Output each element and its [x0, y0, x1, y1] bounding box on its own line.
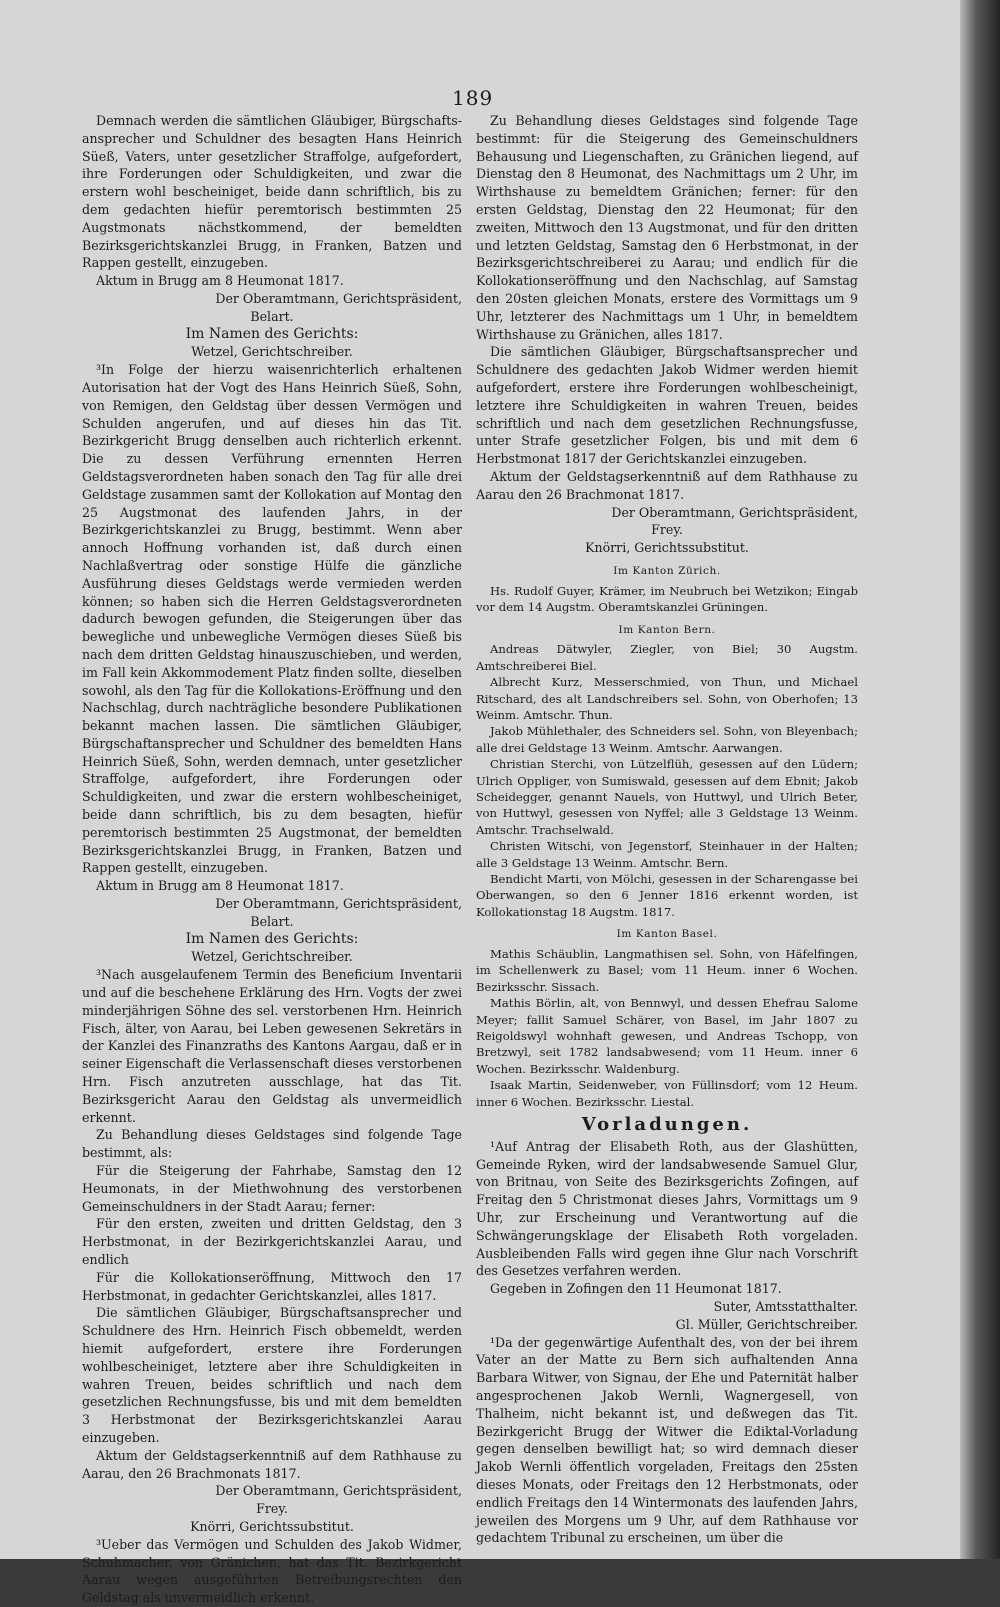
page-number: 189 — [452, 86, 494, 110]
signature-line: Der Oberamtmann, Gerichtspräsident, — [611, 504, 858, 520]
signature-line: Knörri, Gerichtssubstitut. — [585, 540, 749, 556]
notice-paragraph: Für den ersten, zweiten und dritten Geldstag, den 3 Herbstmonat, in der Bezirkgerichtskanzlei Aarau, und endlich — [82, 1216, 462, 1267]
notice-paragraph: Aktum in Brugg am 8 Heumonat 1817. — [96, 878, 344, 894]
notice-paragraph: ¹Da der gegenwärtige Aufenthalt des, von der bei ihrem Vater an der Matte zu Bern sich aufhaltenden Anna Barbara Witwer, von Signau, der Ehe und Paternität halber angesprochenen Jakob Wernli, Wagnergesell, von Thalheim, nicht bekannt ist, und deßwegen das Tit. Bezirkgericht Brugg der Witwer die Ediktal-Vorladung gegen denselben bewilligt hat; so wird demnach dieser Jakob Wernli öffentlich vorgeladen, Freitags den 25sten dieses Monats, oder Freitags den 12 Herbstmonats, oder endlich Freitags den 14 Wintermonats des laufenden Jahrs, jeweilen des Morgens um 9 Uhr, auf dem Rathhause vor gedachtem Tribunal zu erscheinen, um über die — [476, 1334, 858, 1546]
left-column — [82, 112, 462, 1606]
signature-line: Wetzel, Gerichtschreiber. — [191, 344, 353, 360]
notice-paragraph: Aktum der Geldstagserkenntniß auf dem Rathhause zu Aarau, den 26 Brachmonats 1817. — [82, 1447, 462, 1481]
book-gutter — [960, 0, 1000, 1559]
signature-line: Der Oberamtmann, Gerichtspräsident, — [215, 896, 462, 912]
signature-line: Knörri, Gerichtssubstitut. — [190, 1518, 354, 1534]
notice-paragraph: Für die Kollokationseröffnung, Mittwoch den 17 Herbstmonat, in gedachter Gerichtskanzlei, alles 1817. — [82, 1269, 462, 1303]
signature-line: Frey. — [256, 1501, 288, 1517]
notice-paragraph: ³In Folge der hierzu waisenrichterlich erhaltenen Autorisation hat der Vogt des Hans Heinrich Süeß, Sohn, von Remigen, den Geldstag über dessen Vermögen und Schulden angerufen, und auf dieses hin das Tit. Bezirkgericht Brugg denselben auch richterlich erkennt. Die zu dessen Verführung ernennten Herren Geldstagsverordneten haben sonach den Tag für alle drei Geldstage zusammen samt der Kollokation auf Montag den 25 Augstmonat des laufenden Jahrs, in der Bezirkgerichtskanzlei zu Brugg, bestimmt. Wenn aber annoch Hoffnung vorhanden ist, daß durch einen Nachlaßvertrag oder sonstige Hülfe die gänzliche Ausführung dieses Geldstags werde vermieden werden können; so haben sich die Herren Geldstagsverordneten dadurch bewogen gefunden, die Steigerungen über das bewegliche und unbewegliche Vermögen dieses Süeß bis nach dem dritten Geldstag hinauszuschieben, und werden, im Fall kein Akkommodement Platz finden sollte, dieselben sowohl, als den Tag für die Kollokations-Eröffnung und den Nachschlag, durch nachträgliche besondere Publikationen bekannt machen lassen. Die sämtlichen Gläubiger, Bürgschaftansprecher und Schuldner des bemeldten Hans Heinrich Süeß, Sohn, werden demnach, unter gesetzlicher Straffolge, aufgefordert, ihre Forderungen oder Schuldigkeiten, und zwar die erstern wohlbescheiniget, beide dann schriftlich, bis zu dem besagten, hiefür peremtorisch bestimmten 25 Augstmonat, der bemeldten Bezirksgerichtskanzlei Brugg, in Franken, Batzen und Rappen gestellt, einzugeben. — [82, 362, 462, 876]
section-heading: Vorladungen. — [581, 1114, 753, 1136]
canton-heading: Im Kanton Basel. — [616, 928, 718, 941]
notice-entry: Andreas Dätwyler, Ziegler, von Biel; 30 Augstm. Amtschreiberei Biel. — [476, 642, 858, 673]
notice-entry: Christen Witschi, von Jegenstorf, Steinhauer in der Halten; alle 3 Geldstage 13 Weinm. Amtschr. Bern. — [476, 839, 858, 870]
notice-entry: Christian Sterchi, von Lützelflüh, gesessen auf den Lüdern; Ulrich Oppliger, von Sumiswald, gesessen auf dem Ebnit; Jakob Scheidegger, genannt Nauels, von Huttwyl, und Ulrich Beter, von Huttwyl, gesessen von Nyffel; alle 3 Geldstage 13 Weinm. Amtschr. Trachselwald. — [476, 757, 858, 837]
signature-line: Frey. — [651, 522, 683, 538]
notice-entry: Mathis Börlin, alt, von Bennwyl, und dessen Ehefrau Salome Meyer; fallit Samuel Schärer, von Basel, im Jahr 1807 zu Reigoldswyl wohnhaft gewesen, und Andreas Tschopp, von Bretzwyl, seit 1782 landsabwesend; vom 11 Heum. inner 6 Wochen. Bezirksschr. Waldenburg. — [476, 996, 858, 1076]
canton-heading: Im Kanton Bern. — [618, 623, 716, 636]
notice-entry: Isaak Martin, Seidenweber, von Füllinsdorf; vom 12 Heum. inner 6 Wochen. Bezirksschr. Liestal. — [476, 1078, 858, 1109]
court-formula: Im Namen des Gerichts: — [185, 325, 359, 342]
notice-paragraph: Aktum der Geldstagserkenntniß auf dem Rathhause zu Aarau den 26 Brachmonat 1817. — [476, 468, 858, 502]
court-formula: Im Namen des Gerichts: — [185, 930, 359, 947]
notice-paragraph: ¹Auf Antrag der Elisabeth Roth, aus der Glashütten, Gemeinde Ryken, wird der landsabwesende Samuel Glur, von Britnau, von Seite des Bezirksgerichts Zofingen, auf Freitag den 5 Christmonat dieses Jahrs, Vormittags um 9 Uhr, zur Erscheinung und Verantwortung auf die Schwängerungsklage der Elisabeth Roth vorgeladen. Ausbleibenden Falls wird gegen ihne Glur nach Vorschrift des Gesetzes verfahren werden. — [476, 1138, 858, 1279]
notice-entry: Mathis Schäublin, Langmathisen sel. Sohn, von Häfelfingen, im Schellenwerk zu Basel; vom 11 Heum. inner 6 Wochen. Bezirksschr. Sissach. — [476, 947, 858, 994]
signature-line: Belart. — [250, 308, 294, 324]
notice-entry: Bendicht Marti, von Mölchi, gesessen in der Scharengasse bei Oberwangen, so den 6 Jenner 1816 erkennt worden, ist Kollokationstag 18 Augstm. 1817. — [476, 872, 858, 919]
notice-paragraph: Zu Behandlung dieses Geldstages sind folgende Tage bestimmt, als: — [82, 1127, 462, 1161]
notice-paragraph: Die sämtlichen Gläubiger, Bürgschaftsansprecher und Schuldnere des Hrn. Heinrich Fisch obbemeldt, werden hiemit aufgefordert, erstere ihre Forderungen wohlbescheiniget, letztere aber ihre Schuldigkeiten in wahren Treuen, beides schriftlich und nach dem gesetzlichen Rechnungsfusse, bis und mit dem bemeldten 3 Herbstmonat der Bezirksgerichtskanzlei Aarau einzugeben. — [82, 1305, 462, 1445]
right-column — [476, 112, 858, 1546]
signature-line: Belart. — [250, 913, 294, 929]
notice-paragraph: Die sämtlichen Gläubiger, Bürgschaftsansprecher und Schuldnere des gedachten Jakob Widmer werden hiemit aufgefordert, erstere ihre Forderungen wohlbescheinigt, letztere ihre Schuldigkeiten in wahren Treuen, beides schriftlich und nach dem gesetzlichen Rechnungsfusse, unter Strafe gesetzlicher Folgen, bis und mit dem 6 Herbstmonat 1817 der Gerichtskanzlei einzugeben. — [476, 344, 858, 467]
notice-paragraph: ³Ueber das Vermögen und Schulden des Jakob Widmer, Schuhmacher, von Gränichen, hat das Tit. Bezirkgericht Aarau wegen ausgeführten Betreibungsrechten den Geldstag als unvermeidlich erkennt. — [82, 1536, 462, 1606]
signature-line: Gl. Müller, Gerichtschreiber. — [675, 1316, 858, 1332]
signature-line: Der Oberamtmann, Gerichtspräsident, — [215, 290, 462, 306]
notice-paragraph: Demnach werden die sämtlichen Gläubiger, Bürgschafts-ansprecher und Schuldner des besagten Hans Heinrich Süeß, Vaters, unter gesetzlicher Straffolge, aufgefordert, ihre Forderungen oder Schuldigkeiten, und zwar die erstern wohl bescheiniget, beide dann schriftlich, bis zu dem gedachten hiefür peremtorisch bestimmten 25 Augstmonats nächstkommend, der bemeldten Bezirksgerichtskanzlei Brugg, in Franken, Batzen und Rappen gestellt, einzugeben. — [82, 113, 462, 271]
notice-entry: Hs. Rudolf Guyer, Krämer, im Neubruch bei Wetzikon; Eingab vor dem 14 Augstm. Oberamtskanzlei Grüningen. — [476, 583, 858, 615]
notice-paragraph: Für die Steigerung der Fahrhabe, Samstag den 12 Heumonats, in der Miethwohnung des verstorbenen Gemeinschuldners in der Stadt Aarau; ferner: — [82, 1163, 462, 1214]
notice-paragraph: ³Nach ausgelaufenem Termin des Beneficium Inventarii und auf die beschehene Erklärung des Hrn. Vogts der zwei minderjährigen Söhne des sel. verstorbenen Hrn. Heinrich Fisch, älter, von Aarau, bei Leben gewesenen Sekretärs in der Kanzlei des Finanzraths des Kantons Aargau, daß er in seiner Eigenschaft die Verlassenschaft dieses verstorbenen Hrn. Fisch anzutreten ausschlage, hat das Tit. Bezirksgericht Aarau den Geldstag als unvermeidlich erkennt. — [82, 967, 462, 1125]
notice-paragraph: Aktum in Brugg am 8 Heumonat 1817. — [96, 273, 344, 289]
notice-paragraph: Zu Behandlung dieses Geldstages sind folgende Tage bestimmt: für die Steigerung des Gemeinschuldners Behausung und Liegenschaften, zu Gränichen liegend, auf Dienstag den 8 Heumonat, des Nachmittags um 2 Uhr, im Wirthshause zu bemeldtem Gränichen; ferner: für den ersten Geldstag, Dienstag den 22 Heumonat; für den zweiten, Mittwoch den 13 Augstmonat, und für den dritten und letzten Geldstag, Samstag den 6 Herbstmonat, in der Bezirksgerichtschreiberei zu Aarau; und endlich für die Kollokationseröffnung und den Nachschlag, auf Samstag den 20sten gleichen Monats, erstere des Vormittags um 9 Uhr, letzterer des Nachmittags um 1 Uhr, in bemeldtem Wirthshause zu Gränichen, alles 1817. — [476, 113, 858, 342]
notice-paragraph: Gegeben in Zofingen den 11 Heumonat 1817. — [490, 1281, 782, 1297]
signature-line: Wetzel, Gerichtschreiber. — [191, 949, 353, 965]
notice-entry: Albrecht Kurz, Messerschmied, von Thun, und Michael Ritschard, des alt Landschreibers sel. Sohn, von Oberhofen; 13 Weinm. Amtschr. Thun. — [476, 675, 858, 722]
signature-line: Der Oberamtmann, Gerichtspräsident, — [215, 1483, 462, 1499]
signature-line: Suter, Amtsstatthalter. — [713, 1299, 858, 1315]
canton-heading: Im Kanton Zürich. — [613, 564, 721, 577]
notice-entry: Jakob Mühlethaler, des Schneiders sel. Sohn, von Bleyenbach; alle drei Geldstage 13 Weinm. Amtschr. Aarwangen. — [476, 724, 858, 755]
